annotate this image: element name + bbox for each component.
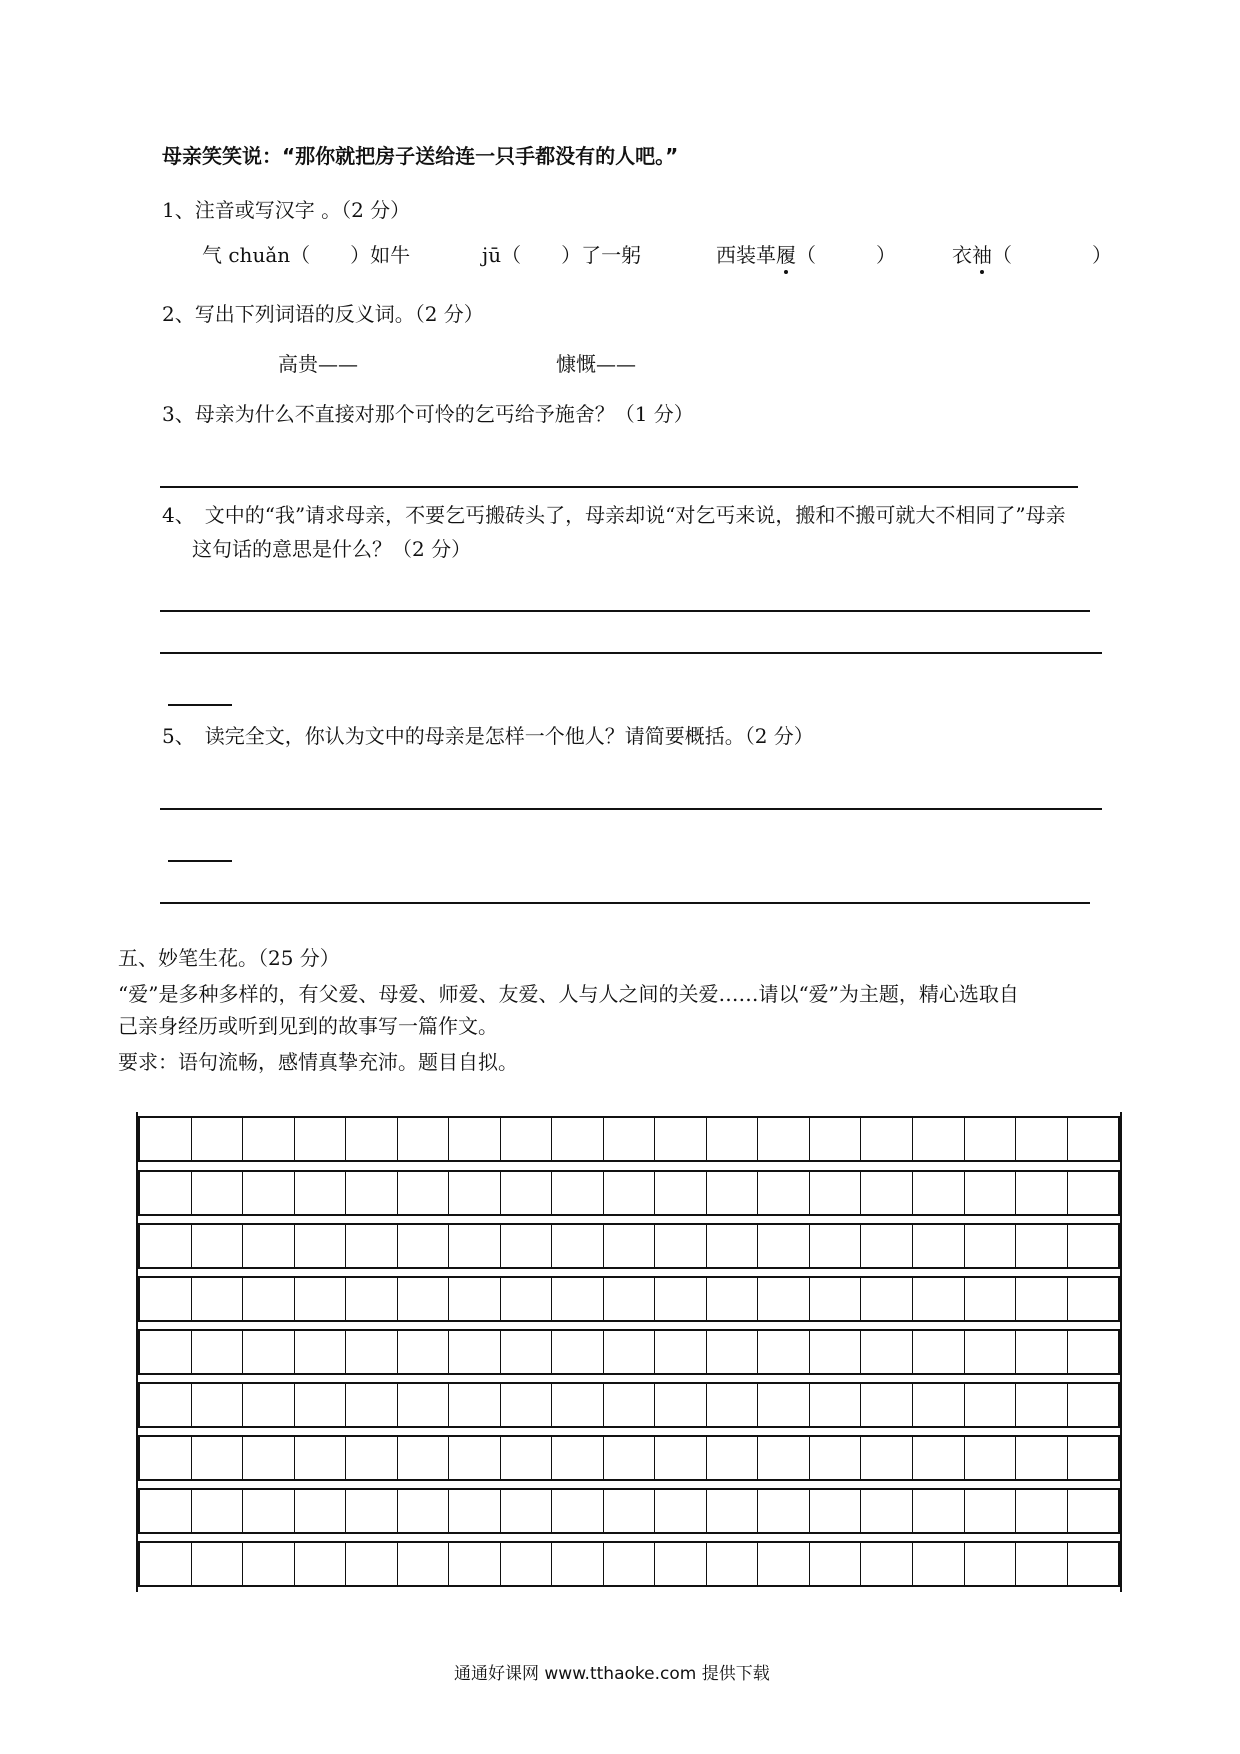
grid-cell[interactable] (449, 1384, 501, 1426)
q1-item-1: 气 chuǎn（ ）如牛 (202, 243, 411, 267)
grid-row (138, 1382, 1120, 1428)
grid-cell[interactable] (346, 1331, 398, 1373)
grid-cell[interactable] (295, 1278, 347, 1320)
grid-cell[interactable] (965, 1543, 1017, 1585)
grid-cell[interactable] (552, 1437, 604, 1479)
grid-cell[interactable] (295, 1118, 347, 1160)
grid-cell[interactable] (604, 1225, 656, 1267)
grid-cell[interactable] (1016, 1118, 1068, 1160)
grid-cell[interactable] (604, 1437, 656, 1479)
grid-cell[interactable] (1016, 1172, 1068, 1214)
grid-cell[interactable] (758, 1118, 810, 1160)
q1-item-4 (952, 243, 1112, 267)
grid-cell[interactable] (861, 1172, 913, 1214)
grid-cell[interactable] (604, 1384, 656, 1426)
grid-cell[interactable] (655, 1331, 707, 1373)
q5-answer-line-2 (168, 860, 232, 862)
grid-cell[interactable] (965, 1172, 1017, 1214)
grid-cell[interactable] (758, 1225, 810, 1267)
grid-cell[interactable] (1068, 1118, 1119, 1160)
grid-cell[interactable] (1068, 1278, 1119, 1320)
grid-cell[interactable] (243, 1278, 295, 1320)
grid-cell[interactable] (758, 1384, 810, 1426)
grid-cell[interactable] (810, 1384, 862, 1426)
grid-row (138, 1435, 1120, 1481)
grid-cell[interactable] (398, 1118, 450, 1160)
grid-row (138, 1329, 1120, 1375)
grid-cell[interactable] (707, 1384, 759, 1426)
question-5-prompt: 5、 读完全文，你认为文中的母亲是怎样一个他人？请简要概括。（2 分） (162, 724, 814, 748)
grid-cell[interactable] (295, 1543, 347, 1585)
grid-cell[interactable] (1068, 1172, 1119, 1214)
q1-item-3 (716, 243, 896, 267)
grid-cell[interactable] (707, 1172, 759, 1214)
grid-cell[interactable] (707, 1543, 759, 1585)
grid-cell[interactable] (1016, 1490, 1068, 1532)
grid-cell[interactable] (861, 1331, 913, 1373)
grid-cell[interactable] (810, 1331, 862, 1373)
grid-cell[interactable] (140, 1225, 192, 1267)
grid-cell[interactable] (965, 1278, 1017, 1320)
grid-cell[interactable] (655, 1278, 707, 1320)
grid-cell[interactable] (501, 1437, 553, 1479)
grid-cell[interactable] (346, 1543, 398, 1585)
grid-row (138, 1116, 1120, 1162)
q1-item-2: jū（ ）了一躬 (482, 243, 642, 267)
grid-cell[interactable] (1068, 1437, 1119, 1479)
grid-cell[interactable] (552, 1225, 604, 1267)
grid-cell[interactable] (552, 1118, 604, 1160)
grid-cell[interactable] (810, 1437, 862, 1479)
grid-cell[interactable] (965, 1490, 1017, 1532)
grid-row (138, 1170, 1120, 1216)
grid-row (138, 1223, 1120, 1269)
grid-cell[interactable] (295, 1172, 347, 1214)
q3-answer-line (160, 486, 1078, 488)
grid-cell[interactable] (449, 1437, 501, 1479)
grid-cell[interactable] (398, 1384, 450, 1426)
grid-row (138, 1488, 1120, 1534)
grid-cell[interactable] (861, 1118, 913, 1160)
grid-cell[interactable] (346, 1118, 398, 1160)
grid-cell[interactable] (501, 1384, 553, 1426)
grid-cell[interactable] (140, 1490, 192, 1532)
grid-cell[interactable] (655, 1543, 707, 1585)
grid-cell[interactable] (398, 1437, 450, 1479)
grid-cell[interactable] (604, 1172, 656, 1214)
grid-cell[interactable] (192, 1331, 244, 1373)
grid-cell[interactable] (552, 1172, 604, 1214)
grid-cell[interactable] (707, 1278, 759, 1320)
grid-cell[interactable] (398, 1172, 450, 1214)
grid-cell[interactable] (913, 1278, 965, 1320)
grid-cell[interactable] (707, 1490, 759, 1532)
grid-cell[interactable] (449, 1225, 501, 1267)
grid-cell[interactable] (707, 1331, 759, 1373)
grid-cell[interactable] (1016, 1384, 1068, 1426)
grid-cell[interactable] (552, 1490, 604, 1532)
grid-cell[interactable] (449, 1543, 501, 1585)
grid-cell[interactable] (655, 1225, 707, 1267)
question-4-prompt-line1: 4、 文中的“我”请求母亲，不要乞丐搬砖头了，母亲却说“对乞丐来说，搬和不搬可就大不相同了”母亲 (162, 503, 1066, 527)
grid-cell[interactable] (604, 1490, 656, 1532)
grid-cell[interactable] (913, 1331, 965, 1373)
grid-cell[interactable] (140, 1118, 192, 1160)
grid-cell[interactable] (913, 1437, 965, 1479)
section-5-body-line1: “爱”是多种多样的，有父爱、母爱、师爱、友爱、人与人之间的关爱……请以“爱”为主题，精心选取自 (118, 982, 1019, 1006)
grid-cell[interactable] (965, 1384, 1017, 1426)
grid-cell[interactable] (140, 1278, 192, 1320)
grid-cell[interactable] (707, 1118, 759, 1160)
q1-item-3-blank: （ ） (796, 243, 896, 267)
grid-cell[interactable] (398, 1331, 450, 1373)
grid-cell[interactable] (398, 1490, 450, 1532)
grid-cell[interactable] (1016, 1278, 1068, 1320)
passage-closing-line: 母亲笑笑说：“那你就把房子送给连一只手都没有的人吧。” (162, 144, 679, 168)
grid-cell[interactable] (810, 1490, 862, 1532)
grid-cell[interactable] (501, 1331, 553, 1373)
q2-word-1: 高贵—— (278, 352, 358, 376)
grid-cell[interactable] (295, 1384, 347, 1426)
grid-cell[interactable] (810, 1225, 862, 1267)
grid-cell[interactable] (604, 1278, 656, 1320)
grid-cell[interactable] (1068, 1543, 1119, 1585)
q4-answer-line-1 (160, 610, 1090, 612)
composition-writing-grid[interactable] (136, 1112, 1122, 1592)
grid-cell[interactable] (449, 1490, 501, 1532)
grid-cell[interactable] (346, 1437, 398, 1479)
grid-cell[interactable] (243, 1118, 295, 1160)
grid-cell[interactable] (449, 1118, 501, 1160)
grid-cell[interactable] (140, 1384, 192, 1426)
question-3-prompt: 3、母亲为什么不直接对那个可怜的乞丐给予施舍？（1 分） (162, 402, 694, 426)
grid-cell[interactable] (758, 1278, 810, 1320)
grid-cell[interactable] (192, 1172, 244, 1214)
grid-cell[interactable] (861, 1384, 913, 1426)
grid-cell[interactable] (604, 1543, 656, 1585)
grid-cell[interactable] (243, 1490, 295, 1532)
grid-cell[interactable] (295, 1331, 347, 1373)
grid-cell[interactable] (1016, 1543, 1068, 1585)
grid-cell[interactable] (810, 1172, 862, 1214)
grid-cell[interactable] (1016, 1331, 1068, 1373)
grid-cell[interactable] (501, 1172, 553, 1214)
grid-right-border (1120, 1112, 1122, 1592)
grid-cell[interactable] (758, 1172, 810, 1214)
grid-cell[interactable] (1068, 1490, 1119, 1532)
grid-cell[interactable] (295, 1225, 347, 1267)
section-5-requirement: 要求：语句流畅，感情真挚充沛。题目自拟。 (118, 1050, 518, 1074)
q1-item-3-dotted-char: 履 (776, 243, 796, 267)
grid-cell[interactable] (655, 1490, 707, 1532)
grid-cell[interactable] (398, 1543, 450, 1585)
grid-cell[interactable] (449, 1331, 501, 1373)
grid-cell[interactable] (243, 1543, 295, 1585)
grid-cell[interactable] (913, 1225, 965, 1267)
grid-cell[interactable] (913, 1384, 965, 1426)
grid-cell[interactable] (861, 1437, 913, 1479)
grid-cell[interactable] (501, 1118, 553, 1160)
question-1-prompt: 1、注音或写汉字 。（2 分） (162, 198, 411, 222)
grid-cell[interactable] (140, 1331, 192, 1373)
grid-cell[interactable] (243, 1437, 295, 1479)
grid-cell[interactable] (192, 1490, 244, 1532)
q1-item-3-prefix: 西装革 (716, 243, 776, 267)
grid-cell[interactable] (655, 1384, 707, 1426)
grid-cell[interactable] (346, 1172, 398, 1214)
grid-cell[interactable] (913, 1118, 965, 1160)
grid-cell[interactable] (861, 1225, 913, 1267)
grid-cell[interactable] (1016, 1225, 1068, 1267)
grid-cell[interactable] (707, 1437, 759, 1479)
grid-cell[interactable] (346, 1225, 398, 1267)
grid-cell[interactable] (295, 1490, 347, 1532)
grid-cell[interactable] (604, 1118, 656, 1160)
footer-source-note: 通通好课网 www.tthaoke.com 提供下载 (454, 1664, 770, 1684)
grid-cell[interactable] (707, 1225, 759, 1267)
grid-cell[interactable] (346, 1278, 398, 1320)
grid-cell[interactable] (552, 1278, 604, 1320)
grid-cell[interactable] (655, 1118, 707, 1160)
q4-answer-line-3 (168, 704, 232, 706)
grid-cell[interactable] (965, 1118, 1017, 1160)
grid-row (138, 1541, 1120, 1587)
grid-cell[interactable] (449, 1172, 501, 1214)
grid-cell[interactable] (192, 1437, 244, 1479)
q1-item-4-blank: （ ） (992, 243, 1112, 267)
grid-cell[interactable] (552, 1331, 604, 1373)
question-2-prompt: 2、写出下列词语的反义词。（2 分） (162, 302, 484, 326)
grid-cell[interactable] (501, 1278, 553, 1320)
grid-cell[interactable] (398, 1278, 450, 1320)
grid-cell[interactable] (965, 1331, 1017, 1373)
grid-cell[interactable] (192, 1543, 244, 1585)
grid-cell[interactable] (655, 1437, 707, 1479)
grid-cell[interactable] (861, 1278, 913, 1320)
grid-cell[interactable] (758, 1331, 810, 1373)
grid-cell[interactable] (913, 1490, 965, 1532)
grid-cell[interactable] (140, 1543, 192, 1585)
section-5-heading: 五、妙笔生花。（25 分） (118, 946, 340, 970)
question-4-prompt-line2: 这句话的意思是什么？（2 分） (192, 537, 472, 561)
grid-cell[interactable] (913, 1172, 965, 1214)
grid-cell[interactable] (243, 1331, 295, 1373)
grid-cell[interactable] (758, 1490, 810, 1532)
grid-cell[interactable] (552, 1543, 604, 1585)
grid-cell[interactable] (604, 1331, 656, 1373)
grid-cell[interactable] (192, 1384, 244, 1426)
grid-cell[interactable] (243, 1384, 295, 1426)
grid-cell[interactable] (501, 1225, 553, 1267)
grid-cell[interactable] (501, 1490, 553, 1532)
grid-cell[interactable] (1016, 1437, 1068, 1479)
grid-cell[interactable] (810, 1543, 862, 1585)
q2-word-2: 慷慨—— (556, 352, 636, 376)
q1-item-4-dotted-char: 袖 (972, 243, 992, 267)
grid-cell[interactable] (861, 1490, 913, 1532)
grid-cell[interactable] (913, 1543, 965, 1585)
grid-cell[interactable] (140, 1172, 192, 1214)
grid-cell[interactable] (758, 1543, 810, 1585)
grid-cell[interactable] (501, 1543, 553, 1585)
grid-cell[interactable] (758, 1437, 810, 1479)
grid-cell[interactable] (861, 1543, 913, 1585)
grid-cell[interactable] (346, 1490, 398, 1532)
grid-cell[interactable] (965, 1437, 1017, 1479)
grid-cell[interactable] (965, 1225, 1017, 1267)
q4-answer-line-2 (160, 652, 1102, 654)
grid-cell[interactable] (1068, 1331, 1119, 1373)
grid-cell[interactable] (192, 1278, 244, 1320)
grid-cell[interactable] (1068, 1384, 1119, 1426)
grid-cell[interactable] (192, 1118, 244, 1160)
grid-cell[interactable] (810, 1278, 862, 1320)
grid-cell[interactable] (243, 1172, 295, 1214)
grid-cell[interactable] (346, 1384, 398, 1426)
section-5-body-line2: 己亲身经历或听到见到的故事写一篇作文。 (118, 1014, 498, 1038)
grid-cell[interactable] (449, 1278, 501, 1320)
grid-cell[interactable] (552, 1384, 604, 1426)
grid-cell[interactable] (192, 1225, 244, 1267)
grid-cell[interactable] (295, 1437, 347, 1479)
grid-cell[interactable] (398, 1225, 450, 1267)
grid-row (138, 1276, 1120, 1322)
q5-answer-line-1 (160, 808, 1102, 810)
grid-cell[interactable] (655, 1172, 707, 1214)
q5-answer-line-3 (160, 902, 1090, 904)
grid-cell[interactable] (1068, 1225, 1119, 1267)
grid-cell[interactable] (140, 1437, 192, 1479)
q1-item-4-prefix: 衣 (952, 243, 972, 267)
grid-cell[interactable] (243, 1225, 295, 1267)
grid-cell[interactable] (810, 1118, 862, 1160)
